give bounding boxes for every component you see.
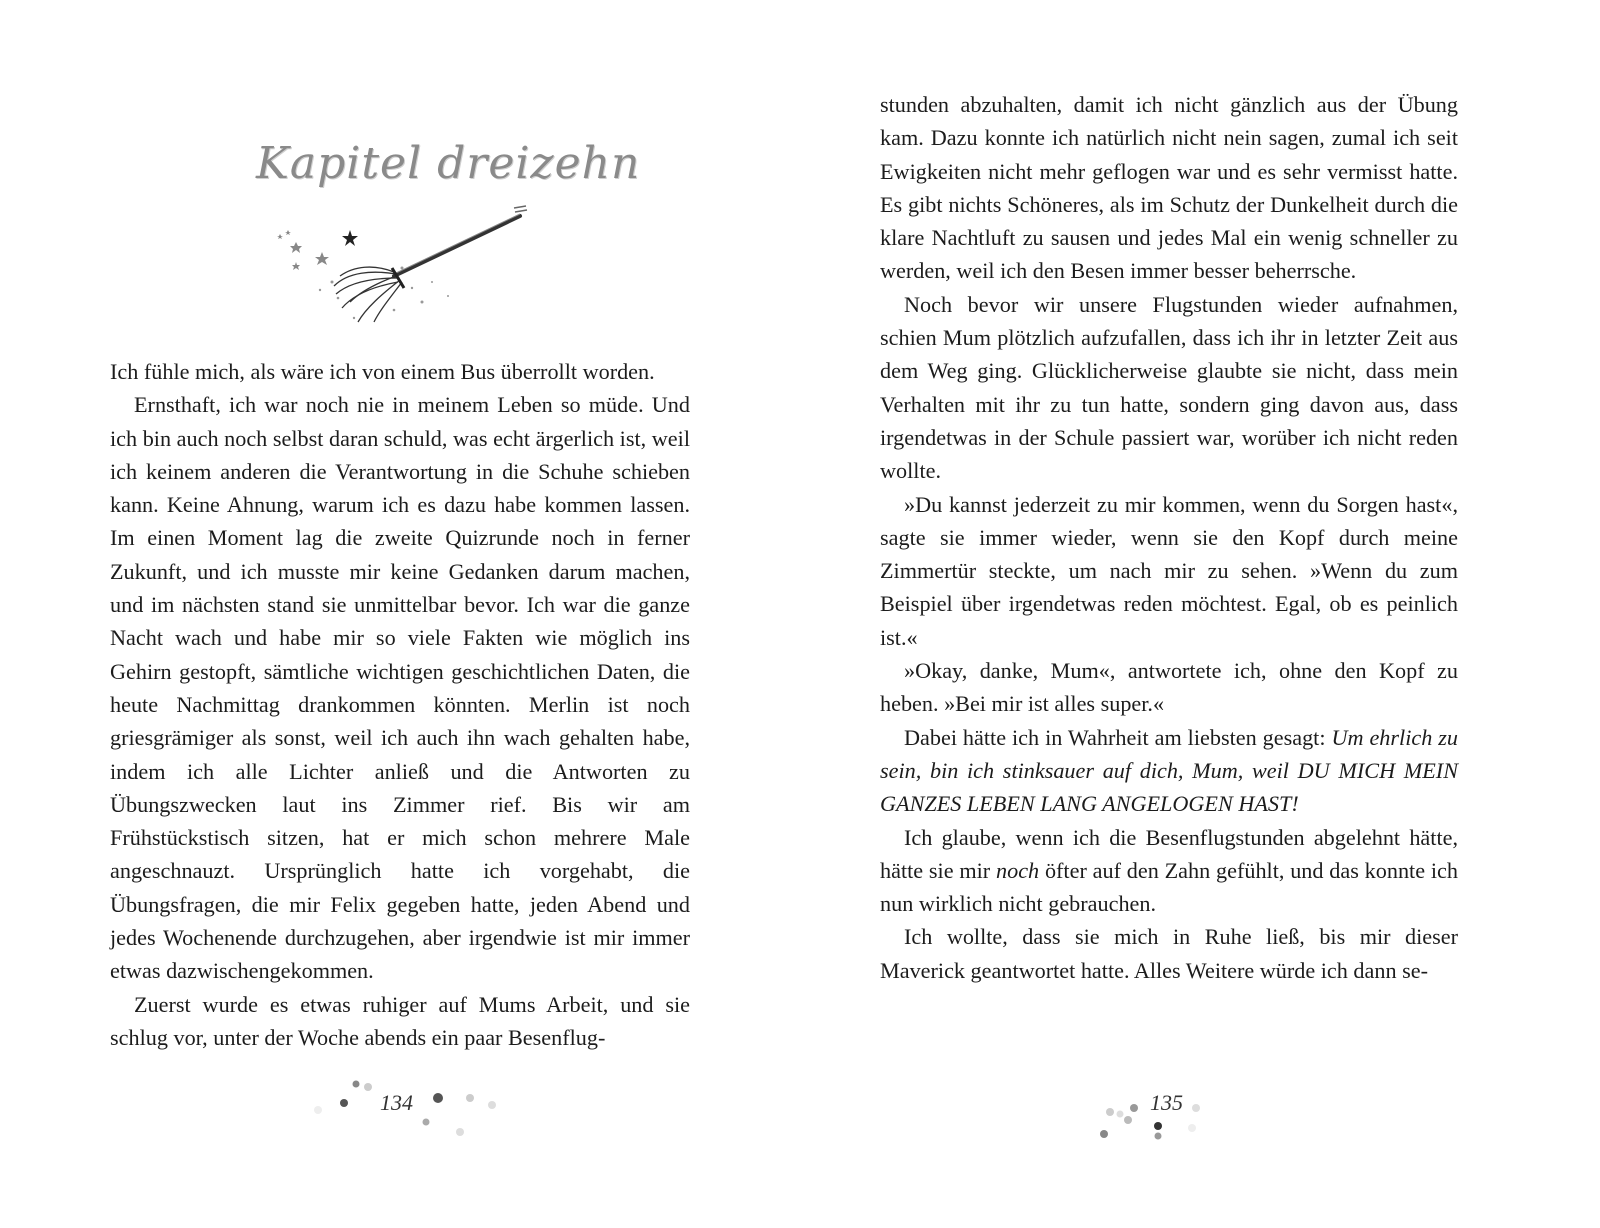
paragraph: Ich wollte, dass sie mich in Ruhe ließ, bis mir dieser Maverick geantwortet hatte. Alles Weitere würde ich dann se- [880,924,1458,983]
chapter-title: Kapitel dreizehn [256,138,641,189]
right-page-body [880,88,1458,987]
paragraph: stunden abzuhalten, damit ich nicht gänzlich aus der Übung kam. Dazu konnte ich natürlich nicht nein sagen, zumal ich seit Ewigkeiten nicht mehr geflogen war und es sehr vermisst hatte. Es gibt nichts Schöneres, als im Schutz der Dunkelheit durch die klare Nachtluft zu sausen und jedes Mal ein wenig schneller zu werden, weil ich den Besen immer besser beherrsche. [880,92,1458,284]
paragraph-text: Ich glaube, wenn ich die Besenflugstunden abgelehnt hätte, hätte sie mir [880,824,1458,883]
star-icon [277,230,329,270]
italic-emphasis: noch [996,857,1040,883]
left-page-body [110,355,690,1054]
paragraph: »Du kannst jederzeit zu mir kommen, wenn du Sorgen hast«, sagte sie immer wieder, wenn sie den Kopf durch meine Zimmertür steckte, um nach mir zu sehen. »Wenn du zum Beispiel über irgendetwas reden möchtest. Egal, ob es peinlich ist.« [880,491,1458,650]
paragraph: Ich fühle mich, als wäre ich von einem Bus überrollt worden. [110,359,655,384]
page-number: 135 [1150,1090,1183,1115]
paragraph: Noch bevor wir unsere Flugstunden wieder aufnahmen, schien Mum plötzlich aufzufallen, dass ich ihr in letzter Zeit aus dem Weg ging. Glücklicherweise glaubte sie nicht, dass mein Verhalten mit ihr zu tun hatte, sondern ging davon aus, dass irgendetwas in der Schule passiert war, worüber ich nicht reden wollte. [880,291,1458,484]
paragraph [880,721,1458,821]
paragraph-text: öfter auf den Zahn gefühlt, und das konnte ich nun wirklich nicht gebrauchen. [880,857,1458,917]
flying-broom-illustration [262,198,542,330]
right-page [800,0,1600,1228]
page-number: 134 [380,1090,413,1115]
italic-thought: Um ehrlich zu sein, bin ich stinksauer auf dich, Mum, weil DU MICH MEIN GANZES LEBEN LANG ANGELOGEN HAST! [880,724,1458,817]
star-icon [342,230,358,246]
paragraph: Zuerst wurde es etwas ruhiger auf Mums Arbeit, und sie schlug vor, unter der Woche abends ein paar Besenflug- [110,991,690,1050]
paragraph: »Okay, danke, Mum«, antwortete ich, ohne den Kopf zu heben. »Bei mir ist alles super.« [880,658,1458,717]
paragraph [880,821,1458,921]
paragraph-text: Dabei hätte ich in Wahrheit am liebsten gesagt: [904,724,1332,750]
paragraph: Ernsthaft, ich war noch nie in meinem Leben so müde. Und ich bin auch noch selbst daran schuld, was echt ärgerlich ist, weil ich keinem anderen die Verantwortung in die Schuhe schieben kann. Keine Ahnung, warum ich es dazu habe kommen lassen. Im einen Moment lag die zweite Quizrunde noch in ferner Zukunft, und ich musste mir keine Gedanken darum machen, und im nächsten stand sie unmittelbar bevor. Ich war die ganze Nacht wach und habe mir so viele Fakten wie möglich ins Gehirn gestopft, sämtliche wichtigen geschichtlichen Daten, die heute Nachmittag drankommen könnten. Merlin ist noch griesgrämiger als sonst, weil ich auch ihn wach gehalten habe, indem ich alle Lichter anließ und die Antworten zu Übungszwecken laut ins Zimmer rief. Bis wir am Frühstückstisch sitzen, hat er mich schon mehrere Male angeschnauzt. Ursprünglich hatte ich vorgehabt, die Übungsfragen, die mir Felix gegeben hatte, jeden Abend und jedes Wochenende durchzugehen, aber irgendwie ist mir immer etwas dazwischengekommen. [110,392,690,984]
